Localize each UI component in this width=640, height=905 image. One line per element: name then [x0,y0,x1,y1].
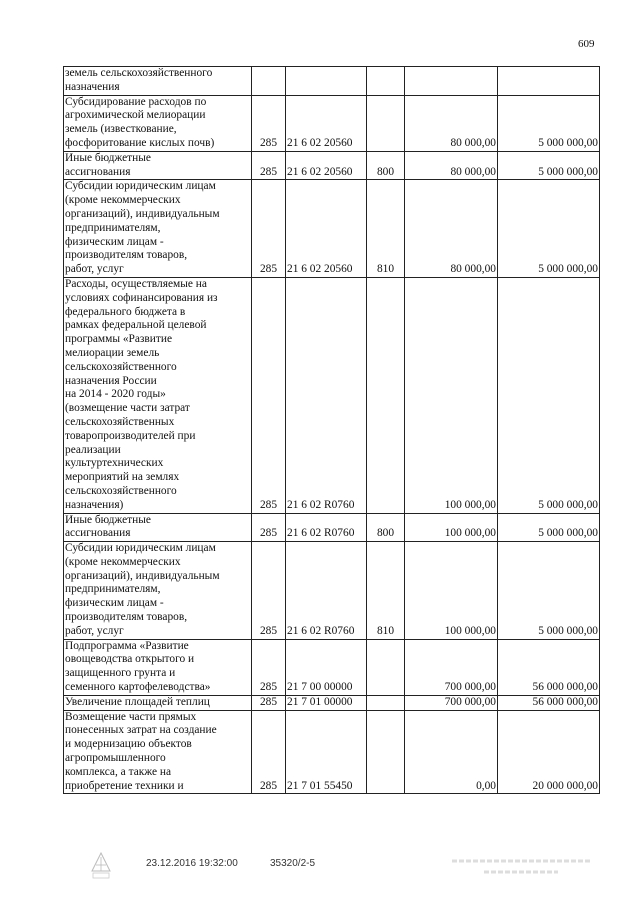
row-name: Подпрограмма «Развитие овощеводства открытого и защищенного грунта и семенного картофелеводства» [64,639,252,695]
row-expense-type [367,639,405,695]
row-code: 285 [252,542,286,640]
row-name: Расходы, осуществляемые на условиях софинансирования из федерального бюджета в рамках федеральной целевой программы «Развитие мелиорации земель сельскохозяйственного назначения России на 2014 - 2020 годы» (возмещение части затрат сельскохозяйственных товаропроизводителей при реализации культуртехнических мероприятий на землях сельскохозяйственного назначения) [64,277,252,513]
row-amount-2: 5 000 000,00 [498,151,600,180]
table-row [64,542,600,640]
table-row [64,180,600,278]
row-amount-2: 56 000 000,00 [498,639,600,695]
row-amount-1: 0,00 [405,710,498,794]
row-expense-type [367,695,405,710]
row-code: 285 [252,710,286,794]
row-expense-type [367,95,405,151]
row-name: Субсидирование расходов по агрохимической мелиорации земель (известкование, фосфоритование кислых почв) [64,95,252,151]
table-row [64,95,600,151]
row-expense-type: 800 [367,513,405,542]
row-amount-2: 5 000 000,00 [498,542,600,640]
row-code [252,67,286,96]
row-amount-1: 100 000,00 [405,277,498,513]
row-code: 285 [252,277,286,513]
row-expense-type: 800 [367,151,405,180]
table-row [64,695,600,710]
row-target-article: 21 7 01 00000 [286,695,367,710]
row-amount-2: 5 000 000,00 [498,277,600,513]
row-amount-2: 5 000 000,00 [498,95,600,151]
row-amount-2: 56 000 000,00 [498,695,600,710]
table-row [64,67,600,96]
row-amount-2 [498,67,600,96]
table-row [64,151,600,180]
row-expense-type [367,277,405,513]
document-logo-icon [90,851,112,881]
row-target-article: 21 7 00 00000 [286,639,367,695]
row-amount-2: 5 000 000,00 [498,513,600,542]
row-code: 285 [252,639,286,695]
row-name: Субсидии юридическим лицам (кроме некоммерческих организаций), индивидуальным предпринимателям, физическим лицам - производителям товаров, работ, услуг [64,542,252,640]
row-name: Иные бюджетные ассигнования [64,151,252,180]
row-name: Возмещение части прямых понесенных затрат на создание и модернизацию объектов агропромышленного комплекса, а также на приобретение техники и [64,710,252,794]
row-amount-1: 700 000,00 [405,639,498,695]
row-target-article: 21 6 02 20560 [286,151,367,180]
budget-table [63,66,600,794]
row-code: 285 [252,151,286,180]
table-row [64,710,600,794]
row-amount-1: 700 000,00 [405,695,498,710]
row-amount-1: 80 000,00 [405,180,498,278]
row-code: 285 [252,695,286,710]
row-amount-1: 100 000,00 [405,513,498,542]
row-amount-1: 80 000,00 [405,151,498,180]
budget-table-body [64,67,600,794]
row-name: Увеличение площадей теплиц [64,695,252,710]
row-code: 285 [252,180,286,278]
row-expense-type [367,710,405,794]
row-name: земель сельскохозяйственного назначения [64,67,252,96]
row-name: Субсидии юридическим лицам (кроме некоммерческих организаций), индивидуальным предпринимателям, физическим лицам - производителям товаров, работ, услуг [64,180,252,278]
row-target-article: 21 6 02 20560 [286,180,367,278]
row-amount-1: 80 000,00 [405,95,498,151]
table-row [64,639,600,695]
row-target-article: 21 6 02 R0760 [286,513,367,542]
row-name: Иные бюджетные ассигнования [64,513,252,542]
row-target-article: 21 6 02 R0760 [286,277,367,513]
faint-stamp-text [446,854,596,878]
page-number: 609 [578,38,595,50]
footer-doc-number: 35320/2-5 [270,858,316,869]
table-row [64,513,600,542]
row-expense-type [367,67,405,96]
row-amount-2: 5 000 000,00 [498,180,600,278]
row-target-article [286,67,367,96]
row-amount-1 [405,67,498,96]
row-target-article: 21 7 01 55450 [286,710,367,794]
row-code: 285 [252,513,286,542]
footer-date: 23.12.2016 19:32:00 [146,858,238,869]
row-expense-type: 810 [367,542,405,640]
row-amount-2: 20 000 000,00 [498,710,600,794]
row-amount-1: 100 000,00 [405,542,498,640]
table-row [64,277,600,513]
row-code: 285 [252,95,286,151]
row-expense-type: 810 [367,180,405,278]
row-target-article: 21 6 02 R0760 [286,542,367,640]
row-target-article: 21 6 02 20560 [286,95,367,151]
